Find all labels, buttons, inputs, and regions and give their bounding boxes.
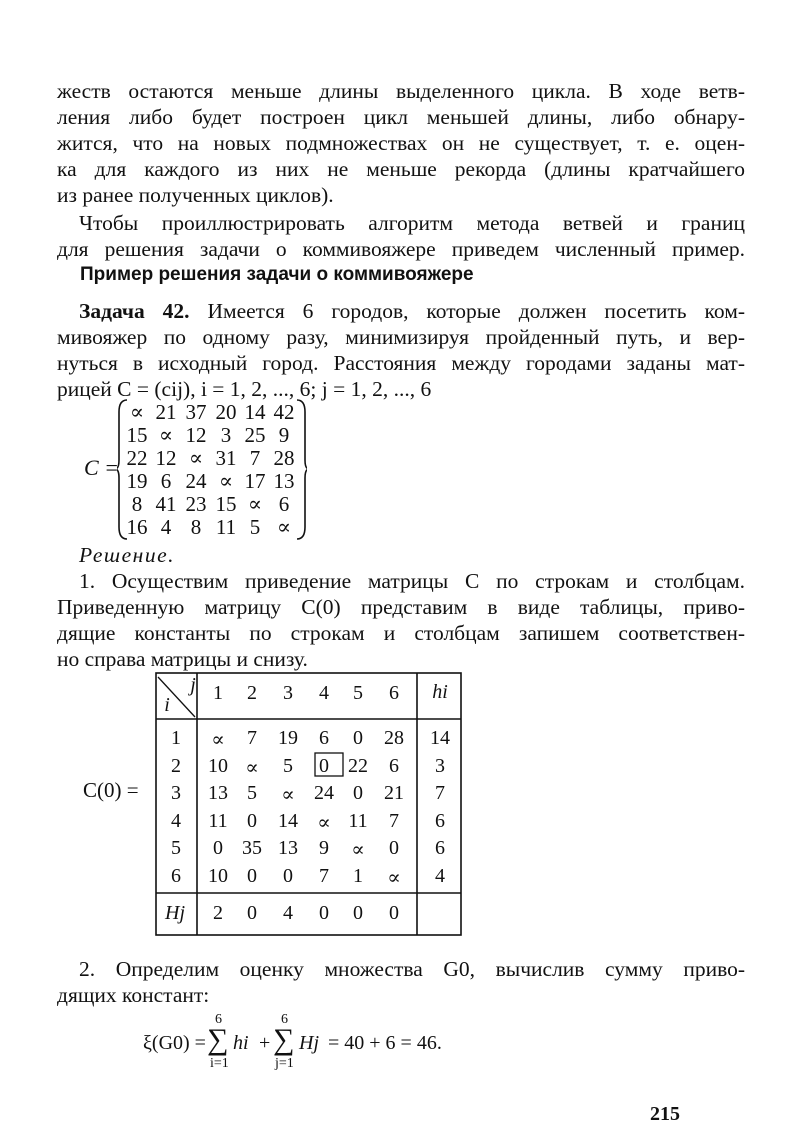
sum2-upper-limit: 6 <box>281 1012 288 1027</box>
table-cell: 21 <box>384 782 404 804</box>
row-constant: 7 <box>435 782 445 804</box>
task-label: Задача 42. <box>79 299 190 323</box>
table-cell: 0 <box>353 782 363 804</box>
row-index: 3 <box>171 782 181 804</box>
matrix-cell: 6 <box>278 492 290 516</box>
sum1-term: hi <box>233 1032 249 1054</box>
table-cell: 0 <box>283 864 293 887</box>
row-index: 5 <box>171 837 181 859</box>
matrix-cell: 20 <box>215 400 237 424</box>
matrix-cell: ∝ <box>129 400 145 424</box>
row-constant: 3 <box>435 754 445 777</box>
table-cell: 7 <box>389 809 399 832</box>
matrix-cell: 21 <box>155 400 177 424</box>
text-line: Чтобы проиллюстрировать алгоритм метода ветвей и границ <box>79 211 745 235</box>
matrix-c <box>117 398 307 541</box>
matrix-cell: 15 <box>126 423 148 447</box>
task-first-line <box>57 298 745 324</box>
matrix-cell: ∝ <box>158 423 174 447</box>
table-cell: 7 <box>319 864 329 887</box>
matrix-cell: 14 <box>244 400 266 424</box>
matrix-cell: 12 <box>155 446 177 470</box>
sum2-term: Hj <box>299 1032 319 1054</box>
row-index: 1 <box>171 727 181 749</box>
sum1-lower-limit: i=1 <box>210 1056 229 1071</box>
table-cell: ∝ <box>317 811 331 834</box>
matrix-cell: 16 <box>126 515 148 539</box>
text-line: дящие константы по строкам и столбцам запишем соответствен- <box>57 621 745 645</box>
column-header: 2 <box>247 682 257 704</box>
column-constant: 4 <box>283 902 293 924</box>
table-cell: 9 <box>319 837 329 859</box>
text-line: 2. Определим оценку множества G0, вычислив сумму приво- <box>79 957 745 981</box>
matrix-cell: 13 <box>273 469 295 493</box>
table-cell: 10 <box>208 754 228 777</box>
row-constant: 14 <box>430 727 450 749</box>
column-constant: 0 <box>353 902 363 924</box>
matrix-cell: 8 <box>131 492 143 516</box>
matrix-cell: 15 <box>215 492 237 516</box>
row-constant: 6 <box>435 809 445 832</box>
table-cell: 14 <box>278 809 298 832</box>
task-text: Имеется 6 городов, которые должен посетить ком- <box>207 299 745 323</box>
table-cell: 5 <box>247 782 257 804</box>
text-line: Приведенную матрицу C(0) представим в виде таблицы, приво- <box>57 595 745 619</box>
step2-paragraph <box>57 956 745 1008</box>
h-column-header: hi <box>432 681 448 703</box>
table-cell: 0 <box>353 727 363 749</box>
matrix-cell: 37 <box>185 400 207 424</box>
text-line: 1. Осуществим приведение матрицы C по строкам и столбцам. <box>79 569 745 593</box>
table-cell: 5 <box>283 754 293 777</box>
matrix-cell: 19 <box>126 469 148 493</box>
table-cell: 13 <box>278 837 298 859</box>
table-cell: 24 <box>314 782 334 804</box>
page-number: 215 <box>650 1103 680 1125</box>
matrix-cell: 8 <box>190 515 202 539</box>
corner-j-label: j <box>190 674 196 696</box>
table-cell: 6 <box>389 754 399 777</box>
estimate-formula <box>143 1012 483 1072</box>
table-cell: 0 <box>247 809 257 832</box>
matrix-cell: 5 <box>249 515 261 539</box>
table-cell: 0 <box>389 837 399 859</box>
section-heading: Пример решения задачи о коммивояжере <box>80 264 474 285</box>
column-constant: 0 <box>319 902 329 924</box>
table-cell: 28 <box>384 727 404 749</box>
table-cell: 19 <box>278 727 298 749</box>
matrix-row <box>123 400 299 424</box>
column-constant: 0 <box>389 902 399 924</box>
text-line: мивояжер по одному разу, минимизируя пройденный путь, и вер- <box>57 325 745 349</box>
matrix-cell: 41 <box>155 492 177 516</box>
matrix-cell: 28 <box>273 446 295 470</box>
text-line: дящих констант: <box>57 983 210 1007</box>
matrix-cell: 42 <box>273 400 295 424</box>
sum1-sign: ∑ <box>207 1023 229 1056</box>
solution-heading: Решение. <box>79 543 176 567</box>
table-cell: ∝ <box>351 839 365 861</box>
matrix-row <box>123 492 299 516</box>
matrix-row <box>123 515 299 539</box>
row-constant: 4 <box>435 864 445 887</box>
table-cell: 35 <box>242 837 262 859</box>
illustrate-paragraph <box>57 210 745 262</box>
sum2-sign: ∑ <box>273 1023 295 1056</box>
task-paragraph <box>57 298 745 402</box>
column-constant: 2 <box>213 902 223 924</box>
column-header: 5 <box>353 682 363 704</box>
intro-paragraph <box>57 78 745 208</box>
text-line: ка для каждого из них не меньше рекорда (длины кратчайшего <box>57 157 745 181</box>
matrix-cell: 31 <box>215 446 237 470</box>
matrix-cell: ∝ <box>218 469 234 493</box>
table-cell: 0 <box>319 754 329 777</box>
table-cell: ∝ <box>281 784 295 806</box>
text-line: ления либо будет построен цикл меньшей длины, либо обнару- <box>57 105 745 129</box>
table-cell: 22 <box>348 754 368 777</box>
column-constant: 0 <box>247 902 257 924</box>
matrix-cell: ∝ <box>276 515 292 539</box>
table-cell: ∝ <box>387 866 401 889</box>
table-cell: 7 <box>247 727 257 749</box>
solution-block <box>57 542 745 672</box>
table-cell: ∝ <box>211 729 225 751</box>
table-cell: 10 <box>208 864 228 887</box>
column-header: 4 <box>319 682 329 704</box>
sum1-upper-limit: 6 <box>215 1012 222 1027</box>
matrix-cell: 4 <box>160 515 172 539</box>
matrix-cell: 12 <box>185 423 207 447</box>
h-row-label: Hj <box>165 902 185 924</box>
matrix-row <box>123 446 299 470</box>
row-index: 2 <box>171 754 181 777</box>
matrix-label: C = <box>84 455 120 480</box>
matrix-cell: 7 <box>249 446 261 470</box>
matrix-cell: 6 <box>160 469 172 493</box>
table-cell: 11 <box>348 809 368 832</box>
row-index: 4 <box>171 809 181 832</box>
table-cell: 6 <box>319 727 329 749</box>
corner-i-label: i <box>164 694 170 716</box>
text-line: для решения задачи о коммивояжере приведем численный пример. <box>57 237 745 261</box>
matrix-cell: 11 <box>215 515 237 539</box>
row-constant: 6 <box>435 837 445 859</box>
matrix-cell: ∝ <box>247 492 263 516</box>
text-line: жится, что на новых подмножествах он не существует, т. е. оцен- <box>57 131 745 155</box>
matrix-cell: 17 <box>244 469 266 493</box>
table-label: C(0) = <box>83 778 139 802</box>
formula-lhs: ξ(G0) = <box>143 1032 206 1054</box>
matrix-cell: 3 <box>220 423 232 447</box>
formula-rhs: = 40 + 6 = 46. <box>328 1032 442 1054</box>
table-cell: 0 <box>247 864 257 887</box>
row-index: 6 <box>171 864 181 887</box>
matrix-cell: ∝ <box>188 446 204 470</box>
text-line: но справа матрицы и снизу. <box>57 647 308 671</box>
matrix-definition-line: рицей C = (cij), i = 1, 2, ..., 6; j = 1, 2, ..., 6 <box>57 377 432 401</box>
table-cell: ∝ <box>245 756 259 779</box>
text-line: нуться в исходный город. Расстояния между городами заданы мат- <box>57 351 745 375</box>
column-header: 6 <box>389 682 399 704</box>
column-header: 3 <box>283 682 293 704</box>
formula-plus: + <box>259 1032 271 1054</box>
table-cell: 13 <box>208 782 228 804</box>
matrix-cell: 9 <box>278 423 290 447</box>
matrix-cell: 22 <box>126 446 148 470</box>
matrix-cell: 23 <box>185 492 207 516</box>
text-line: жеств остаются меньше длины выделенного цикла. В ходе ветв- <box>57 79 745 103</box>
sum2-lower-limit: j=1 <box>275 1056 294 1071</box>
matrix-row <box>123 423 299 447</box>
table-cell: 1 <box>353 864 363 887</box>
matrix-cell: 24 <box>185 469 207 493</box>
table-cell: 0 <box>213 837 223 859</box>
matrix-cell: 25 <box>244 423 266 447</box>
table-cell: 11 <box>208 809 228 832</box>
text-line: из ранее полученных циклов). <box>57 183 334 207</box>
reduced-matrix-table <box>155 672 462 936</box>
matrix-row <box>123 469 299 493</box>
column-header: 1 <box>213 682 223 704</box>
